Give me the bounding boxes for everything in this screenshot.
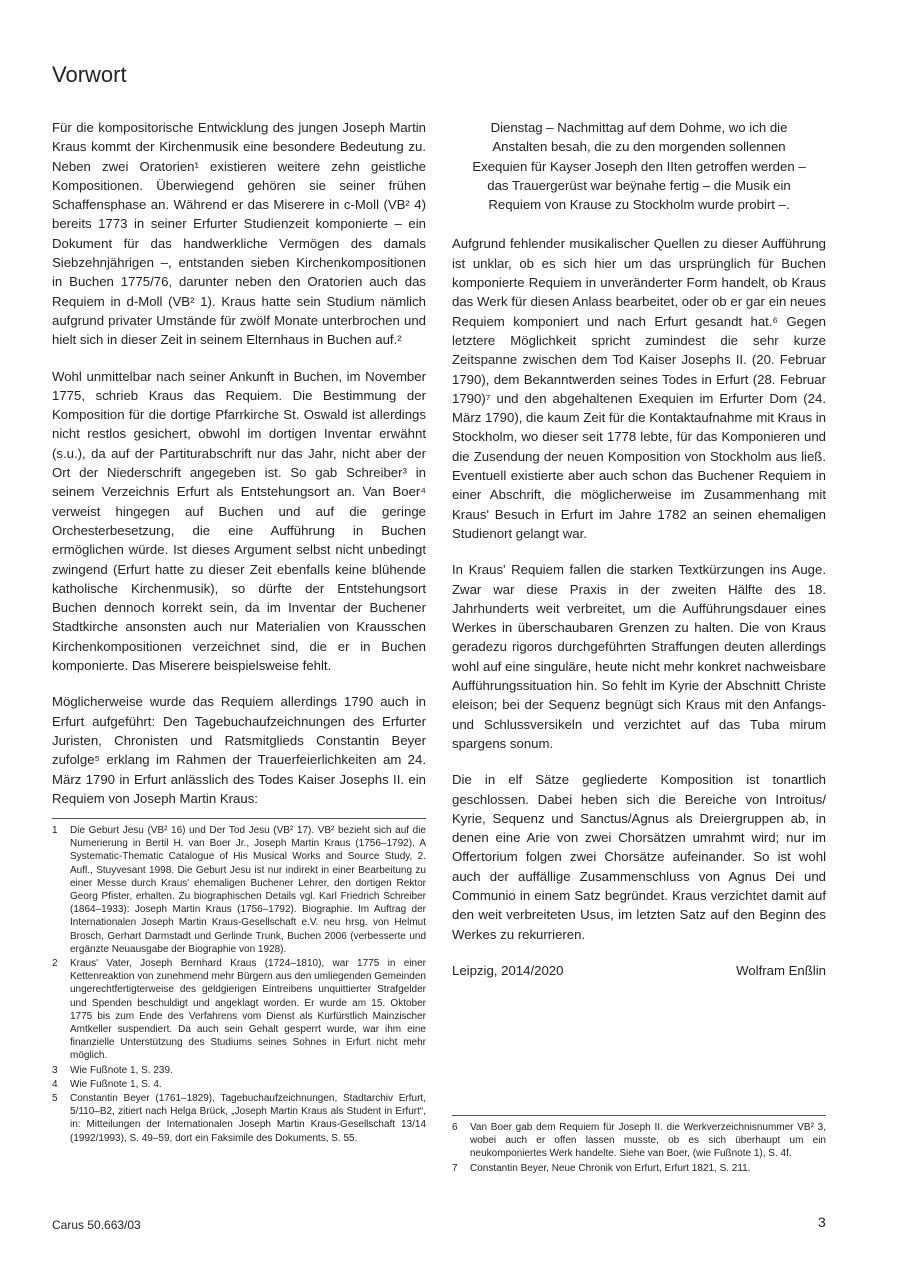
footnote — [52, 824, 426, 956]
footnotes-right — [452, 1115, 826, 1176]
paragraph: Möglicherweise wurde das Requiem allerdings 1790 auch in Erfurt aufgeführt: Den Tagebuchaufzeichnungen des Erfurter Juristen, Chronisten und Ratsmitglieds Constantin Beyer zufolge⁵ erklang im Rahmen der Trauerfeierlichkeiten am 24. März 1790 in Erfurt anlässlich des Todes Kaiser Josephs II. ein Requiem von Joseph Martin Kraus: — [52, 694, 426, 806]
paragraph: Für die kompositorische Entwicklung des jungen Joseph Martin Kraus kommt der Kirchenmusik eine besondere Bedeutung zu. Neben zwei Oratorien¹ existieren weitere zehn geistliche Kompositionen. Überwiegend gehören sie seiner frühen Schaffensphase an. Während er das Miserere in c-Moll (VB² 4) bereits 1773 in seiner Erfurter Studienzeit komponierte – ein Dokument für das handwerkliche Vermögen des damals Siebzehnjährigen –, entstanden sieben Kirchenkompositionen in Buchen 1775/76, darunter neben den Oratorien auch das Requiem in d-Moll (VB² 1). Kraus hatte sein Studium nämlich aufgrund privater Umstände für zwölf Monate unterbrochen und hielt sich in dieser Zeit in seinem Elternhaus in Buchen auf.² — [52, 120, 426, 348]
footnote-number: 7 — [452, 1162, 458, 1174]
footnote — [52, 1064, 426, 1077]
paragraph: In Kraus' Requiem fallen die starken Textkürzungen ins Auge. Zwar war diese Praxis in der zweiten Hälfte des 18. Jahrhunderts weit verbreitet, um die Aufführungsdauer eines Werkes in überschaubaren Grenzen zu halten. Die von Kraus geradezu rigoros durchgeführten Straffungen deuten allerdings wohl auf eine singuläre, heute nicht mehr konkret nachweisbare Aufführungssituation hin. So fehlt im Kyrie der Abschnitt Christe eleison; bei der Sequenz begnügt sich Kraus mit den Anfangs- und Schlussversikeln und verzichtet auf das Tuba mirum spargens sonum. — [452, 562, 826, 751]
footnote-text: Wie Fußnote 1, S. 4. — [70, 1078, 162, 1090]
paragraph: Die in elf Sätze gegliederte Komposition ist tonartlich geschlossen. Dabei heben sich die Bereiche von Introitus/ Kyrie, Sequenz und Sanctus/Agnus als Dreiergruppen ab, in denen eine Arie von zwei Chorsätzen umrahmt wird; nur im Offertorium folgen zwei Chorsätze aufeinander. So ist wohl auch der auffällige Zusammenschluss von Agnus Dei und Communio in einem Satz begründet. Kraus verzichtet damit auf den weit verbreiteten Usus, im letzten Satz auf den Beginn des Werkes zu rekurrieren. — [452, 772, 826, 942]
paragraph: Wohl unmittelbar nach seiner Ankunft in Buchen, im November 1775, schrieb Kraus das Requiem. Die Bestimmung der Komposition für die dortige Pfarrkirche St. Oswald ist allerdings nicht restlos gesichert, obwohl im dortigen Inventar erwähnt (s.u.), da auf der Partiturabschrift nur das Jahr, nicht aber der Ort der Niederschrift angegeben ist. So gab Schreiber³ in seinem Verzeichnis Erfurt als Entstehungsort an. Van Boer⁴ verweist hingegen auf Buchen und auf die geringe Orchesterbesetzung, die eine Aufführung in Buchen ermöglichen würde. Ist dieses Argument selbst nicht unbedingt zwingend (Erfurt hatte zu dieser Zeit ebenfalls keine blühende katholische Kirchenmusik), so dürfte der Entstehungsort Buchen dennoch korrekt sein, da im Inventar der Buchener Stadtkirche ansonsten auch nur Materialien von Krausschen Kirchenkompositionen verzeichnet sind, die er in Buchen komponierte. Das Miserere beispielsweise fehlt. — [52, 368, 426, 674]
footnote-number: 1 — [52, 825, 58, 836]
footnote-number: 5 — [52, 1093, 58, 1105]
right-column — [452, 118, 826, 980]
page-number: 3 — [818, 1214, 826, 1230]
catalog-number: Carus 50.663/03 — [52, 1218, 141, 1232]
footnote-text: Die Geburt Jesu (VB² 16) und Der Tod Jesu (VB² 17). VB² bezieht sich auf die Numerierung in Bertil H. van Boer Jr., Joseph Martin Kraus (1756–1792). A Systematic-Thematic Catalogue of His Musical Works and Source Study, 2. Aufl., Stuyvesant 1998. Die Geburt Jesu ist nur indirekt in einer Bearbeitung zu einer Messe durch Kraus' ehemaligen Buchener Lehrer, den dortigen Rektor Georg Pfister, erhalten. Zu biographischen Details vgl. Karl Friedrich Schreiber (1864–1933): Joseph Martin Kraus (1756–1792). Biographie. Im Auftrag der Internationalen Joseph Martin Kraus-Gesellschaft e.V. neu hrsg. von Helmut Brosch, Gerhart Darmstadt und Gerlinde Trunk, Buchen 2006 (verbesserte und ergänzte Neuausgabe der Biographie von 1928). — [70, 825, 426, 955]
footnote-text: Wie Fußnote 1, S. 239. — [70, 1064, 173, 1076]
footnote-number: 2 — [52, 958, 58, 970]
footnote — [452, 1162, 826, 1175]
left-column — [52, 118, 426, 825]
page-title: Vorwort — [52, 62, 127, 87]
footnote-number: 6 — [452, 1122, 458, 1133]
footnote-number: 4 — [52, 1078, 58, 1090]
author: Wolfram Enßlin — [736, 962, 826, 978]
footnote — [52, 1092, 426, 1145]
block-quote: Dienstag – Nachmittag auf dem Dohme, wo ich die Anstalten besah, die zu den morgenden sollennen Exequien für Kayser Joseph den IIten getroffen werden – das Trauergerüst war beÿnahe fertig – die Musik ein Requiem von Krause zu Stockholm wurde probirt –. — [472, 120, 806, 213]
footnote-text: Constantin Beyer, Neue Chronik von Erfurt, Erfurt 1821, S. 211. — [470, 1162, 751, 1174]
place-date: Leipzig, 2014/2020 — [452, 962, 564, 978]
footnote — [452, 1121, 826, 1161]
signoff — [452, 961, 826, 980]
footnote — [52, 1078, 426, 1091]
footnote-text: Kraus' Vater, Joseph Bernhard Kraus (1724–1810), war 1775 in einer Kettenreaktion von zunehmend mehr Bürgern aus den umliegenden Gemeinden ungerechtfertigterweise des geldgierigen Eintreibens unquittierter Strafgelder und Spenden beschuldigt und angeklagt worden. Er wurde am 15. Oktober 1775 bis zum Ende des Verfahrens vom Dienst als Kurfürstlich Mainzischer Amtkeller suspendiert. Da auch sein Gehalt gesperrt wurde, war ihm eine finanzielle Unterstützung des Studiums seines Sohnes in Erfurt nicht mehr möglich. — [70, 958, 426, 1062]
footnote — [52, 957, 426, 1063]
footnote-text: Van Boer gab dem Requiem für Joseph II. die Werkverzeichnisnummer VB² 3, wobei auch er offen lassen musste, ob es sich überhaupt um ein neukomponiertes Werk handelte. Siehe van Boer, (wie Fußnote 1), S. 4f. — [470, 1122, 826, 1160]
footnote-number: 3 — [52, 1064, 58, 1076]
footnotes-left — [52, 818, 426, 1146]
paragraph: Aufgrund fehlender musikalischer Quellen zu dieser Aufführung ist unklar, ob es sich hier um das ursprünglich für Buchen komponierte Requiem in unveränderter Form handelt, ob Kraus das Werk für diesen Anlass bearbeitet, oder ob er gar ein neues Requiem komponiert und nach Erfurt gesandt hat.⁶ Gegen letztere Möglichkeit spricht zumindest die sehr kurze Zeitspanne zwischen dem Tod Kaiser Josephs II. (20. Februar 1790), dem Bekanntwerden seines Todes in Erfurt (28. Februar 1790)⁷ und den abgehaltenen Exequien im Erfurter Dom (24. März 1790), die kaum Zeit für die Kontaktaufnahme mit Kraus in Stockholm, wo dieser seit 1778 lebte, für das Komponieren und die Zusendung der neuen Komposition von Stockholm aus ließ. Eventuell existierte aber auch schon das Buchener Requiem in einer Abschrift, die möglicherweise im Zusammenhang mit Kraus' Besuch in Erfurt im Jahre 1782 an seinen ehemaligen Studienort gelangt war. — [452, 236, 826, 541]
footnote-text: Constantin Beyer (1761–1829), Tagebuchaufzeichnungen, Stadtarchiv Erfurt, 5/110–B2, zitiert nach Helga Brück, „Joseph Martin Kraus als Student in Erfurt“, in: Mitteilungen der Internationalen Joseph Martin Kraus-Gesellschaft 13/14 (1992/1993), S. 49–59, dort ein Faksimile des Dokuments, S. 55. — [70, 1093, 426, 1144]
